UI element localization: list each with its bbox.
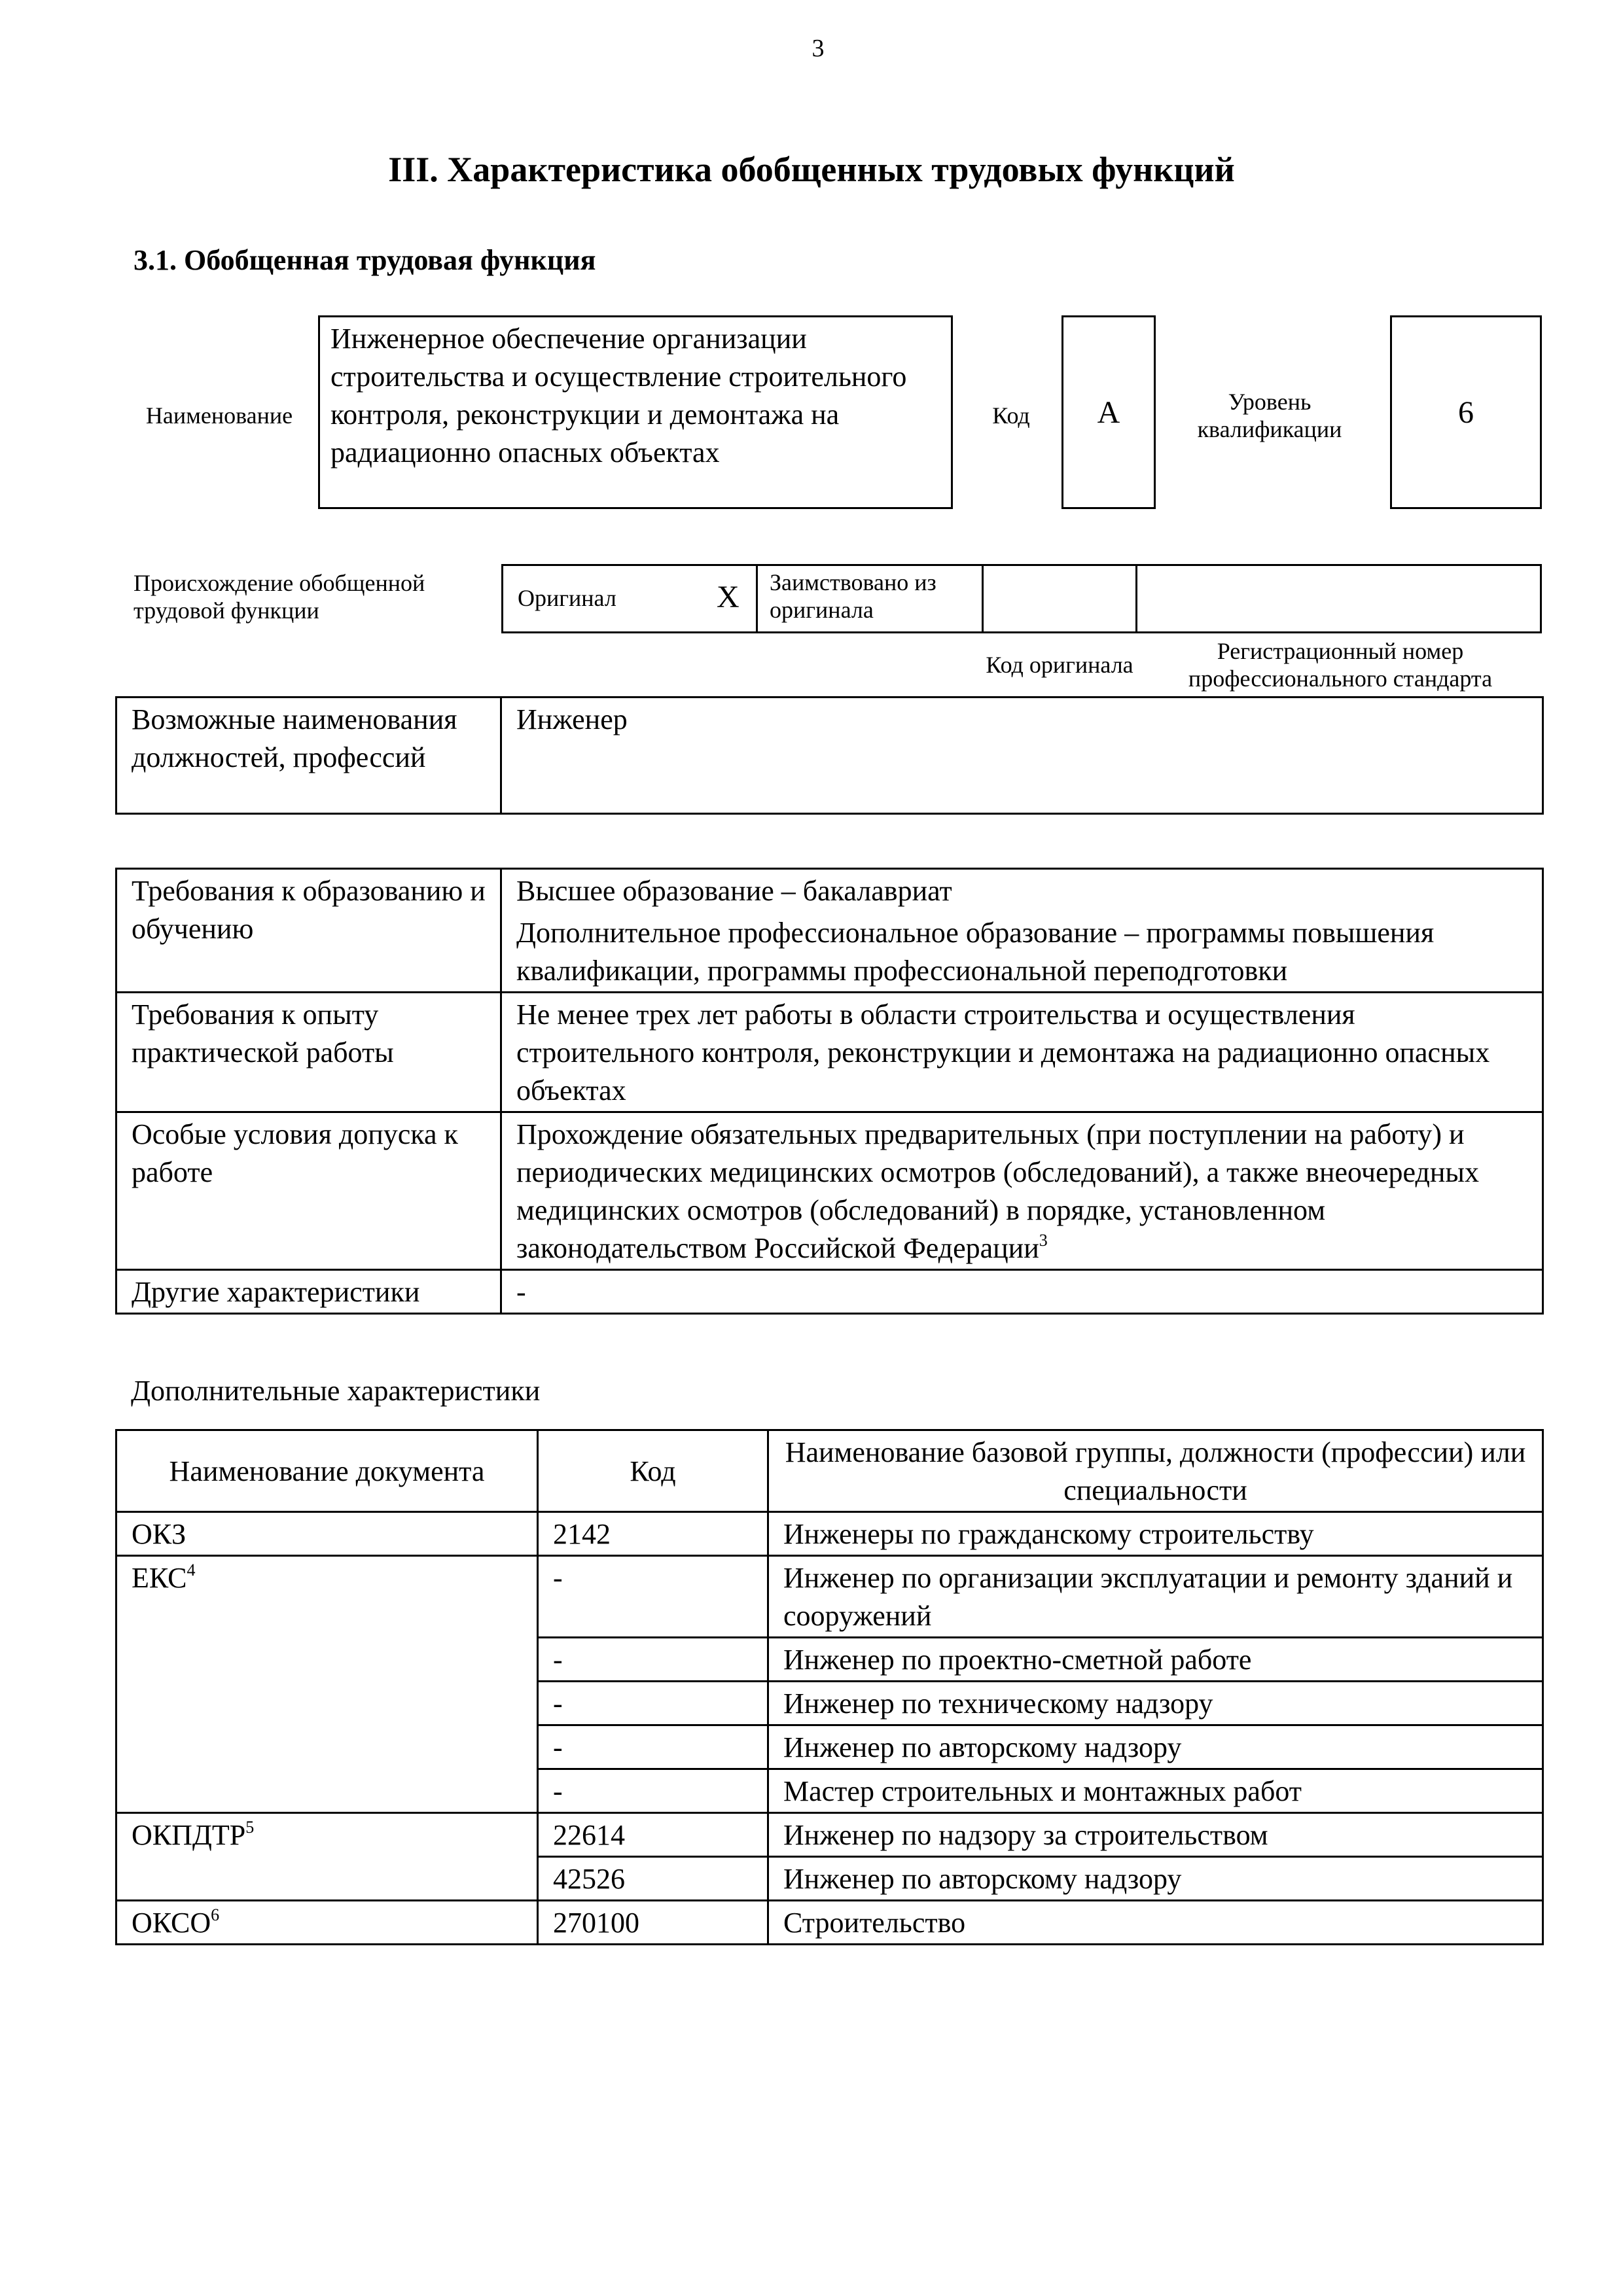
origin-label: Происхождение обобщенной трудовой функции [134,570,425,624]
additional-row [116,1901,1543,1945]
requirements-table [115,868,1544,1315]
doc-name: ОКЗ [132,1518,187,1550]
requirement-row [116,1112,1543,1270]
function-name-label: Наименование [145,402,293,429]
code-cell: 2142 [538,1512,768,1556]
original-label: Оригинал [518,585,616,611]
footnote-ref: 4 [187,1561,196,1580]
reg-number-cell [1135,564,1542,633]
positions-table [115,696,1544,815]
code-cell: 22614 [538,1813,768,1857]
requirement-value [501,869,1543,993]
additional-row [116,1556,1543,1638]
requirement-row [116,993,1543,1112]
section-title: III. Характеристика обобщенных трудовых функций [388,150,1235,189]
doc-name-cell [116,1556,538,1813]
footnote-ref: 6 [211,1905,220,1924]
requirement-value-line: Высшее образование – бакалавриат [516,875,952,907]
header-name: Наименование базовой группы, должности (профессии) или специальности [768,1430,1543,1512]
header-doc: Наименование документа [116,1430,538,1512]
doc-name: ЕКС [132,1562,187,1594]
requirement-value [501,1112,1543,1270]
occupation-name-cell: Инженеры по гражданскому строительству [768,1512,1543,1556]
requirement-label: Требования к образованию и обучению [116,869,501,993]
positions-value: Инженер [501,698,1543,814]
footnote-ref: 3 [1039,1231,1048,1250]
additional-header-row [116,1430,1543,1512]
additional-row [116,1813,1543,1857]
qualification-level-value: 6 [1390,315,1542,509]
requirement-value-text: Прохождение обязательных предварительных (при поступлении на работу) и периодических медицинских осмотров (обследований), а также внеочередных медицинских осмотров (обследований) в порядке, установленном законодательством Российской Федерации [516,1118,1479,1264]
original-mark: X [717,580,740,614]
subsection-title: 3.1. Обобщенная трудовая функция [134,244,596,276]
code-original-caption: Код оригинала [986,652,1133,678]
occupation-name-cell: Инженер по техническому надзору [768,1682,1543,1725]
borrowed-cell: Заимствовано из оригинала [756,564,984,633]
positions-label: Возможные наименования должностей, профессий [116,698,501,814]
code-cell: - [538,1638,768,1682]
doc-name: ОКПДТР [132,1819,246,1851]
requirement-value: Не менее трех лет работы в области строительства и осуществления строительного контроля, реконструкции и демонтажа на радиационно опасных объектах [501,993,1543,1112]
code-label: Код [992,402,1030,429]
requirement-value-line: Дополнительное профессиональное образование – программы повышения квалификации, программы профессиональной переподготовки [516,917,1435,987]
requirement-value: - [501,1270,1543,1314]
requirement-label: Требования к опыту практической работы [116,993,501,1112]
occupation-name-cell: Инженер по авторскому надзору [768,1725,1543,1769]
requirement-row [116,1270,1543,1314]
requirement-label: Другие характеристики [116,1270,501,1314]
doc-name-cell [116,1901,538,1945]
doc-name-cell [116,1813,538,1901]
original-cell [501,564,758,633]
page-number: 3 [812,35,825,62]
header-code: Код [538,1430,768,1512]
occupation-name-cell: Инженер по авторскому надзору [768,1857,1543,1901]
additional-title: Дополнительные характеристики [131,1375,541,1407]
code-cell: - [538,1769,768,1813]
code-cell: - [538,1682,768,1725]
code-value: А [1061,315,1156,509]
doc-name-cell [116,1512,538,1556]
footnote-ref: 5 [245,1818,255,1837]
code-cell: - [538,1725,768,1769]
function-name-value: Инженерное обеспечение организации строительства и осуществление строительного контроля, реконструкции и демонтажа на радиационно опасных объектах [318,315,953,509]
reg-number-caption: Регистрационный номер профессионального стандарта [1188,638,1493,692]
code-original-cell [982,564,1137,633]
occupation-name-cell: Строительство [768,1901,1543,1945]
additional-table [115,1429,1544,1945]
requirement-row [116,869,1543,993]
code-cell: 270100 [538,1901,768,1945]
doc-name: ОКСО [132,1907,211,1939]
occupation-name-cell: Инженер по надзору за строительством [768,1813,1543,1857]
qualification-level-label: Уровень квалификации [1197,389,1342,442]
occupation-name-cell: Инженер по организации эксплуатации и ремонту зданий и сооружений [768,1556,1543,1638]
occupation-name-cell: Инженер по проектно-сметной работе [768,1638,1543,1682]
occupation-name-cell: Мастер строительных и монтажных работ [768,1769,1543,1813]
requirement-label: Особые условия допуска к работе [116,1112,501,1270]
code-cell: - [538,1556,768,1638]
additional-row [116,1512,1543,1556]
code-cell: 42526 [538,1857,768,1901]
